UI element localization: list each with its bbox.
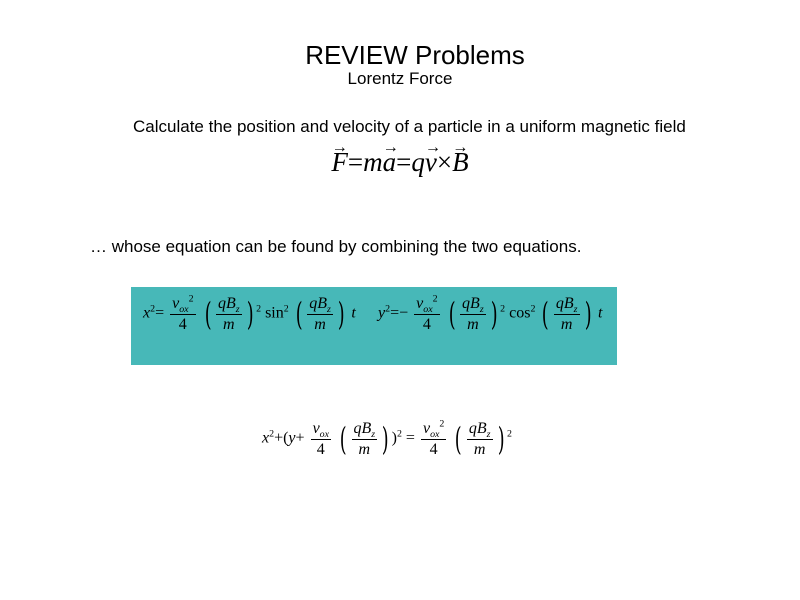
y-position-equation (378, 295, 602, 333)
charge-symbol: q (555, 294, 564, 312)
right-paren: ) (337, 295, 345, 333)
exponent: 2 (500, 303, 506, 315)
right-paren: ) (246, 295, 254, 333)
slide-subtitle: Lorentz Force (347, 69, 453, 88)
equals-sign: = (396, 147, 412, 177)
subscript: z (326, 303, 331, 315)
exponent: 2 (530, 303, 536, 315)
left-paren: ( (448, 295, 456, 333)
cyclotron-fraction (307, 296, 333, 333)
exponent: 2 (256, 303, 262, 315)
velocity-fraction (414, 293, 439, 333)
x-symbol: x (262, 429, 270, 447)
time-symbol: t (598, 304, 603, 322)
cross-product-sign: × (436, 147, 453, 177)
subscript: z (371, 428, 376, 440)
cyclotron-fraction (352, 421, 378, 458)
denominator: 4 (178, 315, 187, 333)
exponent: 2 (396, 428, 402, 440)
subscript: z (479, 303, 484, 315)
mass-symbol: m (314, 315, 326, 333)
charge-symbol: q (218, 294, 226, 312)
slide-title: REVIEW Problems (305, 40, 525, 70)
equals-sign: = (155, 304, 165, 322)
exponent: 2 (283, 303, 289, 315)
left-paren: ( (295, 295, 303, 333)
mass-symbol: m (560, 315, 573, 333)
velocity-symbol: v (312, 419, 320, 437)
equals-sign: = (405, 429, 415, 447)
right-paren: ) (584, 295, 592, 333)
mass-symbol: m (363, 147, 383, 177)
cos-function: cos (509, 304, 531, 322)
velocity-symbol: v (172, 294, 180, 312)
exponent: 2 (150, 303, 156, 315)
followup-text: … whose equation can be found by combining the two equations. (90, 237, 582, 256)
force-vector: → F (331, 147, 348, 178)
right-paren: ) (490, 295, 498, 333)
cyclotron-fraction (460, 296, 486, 333)
minus-sign: − (399, 304, 409, 322)
magnetic-field-vector: → B (452, 147, 469, 178)
field-symbol: B (470, 294, 480, 312)
velocity-symbol: v (416, 294, 424, 312)
exponent: 2 (188, 293, 194, 305)
field-symbol: B (361, 419, 372, 437)
subscript: ox (319, 428, 330, 440)
charge-symbol: q (462, 294, 471, 312)
right-paren: ) (381, 420, 389, 458)
exponent: 2 (269, 428, 275, 440)
subscript: z (235, 303, 240, 315)
velocity-symbol: v (422, 419, 431, 437)
left-paren: ( (455, 420, 463, 458)
field-symbol: B (476, 419, 487, 437)
velocity-fraction (311, 421, 331, 458)
x-position-equation (143, 295, 356, 333)
field-symbol: B (317, 294, 327, 312)
denominator: 4 (429, 440, 438, 458)
field-symbol: B (226, 294, 236, 312)
right-paren: ) (497, 420, 505, 458)
mass-symbol: m (358, 440, 371, 458)
charge-symbol: q (468, 419, 477, 437)
subscript: ox (179, 303, 189, 315)
velocity-fraction (421, 418, 446, 458)
denominator: 4 (422, 315, 431, 333)
right-paren: ) (391, 429, 397, 447)
exponent: 2 (432, 293, 438, 305)
left-paren: ( (542, 295, 550, 333)
cyclotron-fraction (216, 296, 242, 333)
exponent: 2 (506, 428, 512, 440)
left-paren: ( (339, 420, 347, 458)
time-symbol: t (351, 304, 356, 322)
subscript: ox (430, 428, 440, 440)
sin-function: sin (265, 304, 284, 322)
cyclotron-fraction (554, 296, 580, 333)
velocity-fraction (170, 293, 195, 333)
exponent: 2 (439, 418, 445, 430)
exponent: 2 (385, 303, 391, 315)
left-paren: ( (204, 295, 212, 333)
x-symbol: x (143, 304, 151, 322)
charge-symbol: q (309, 294, 318, 312)
y-symbol: y (288, 429, 296, 447)
equals-sign: = (347, 147, 364, 177)
charge-symbol: q (411, 147, 425, 177)
lorentz-force-equation (0, 147, 800, 178)
plus-sign: + (295, 429, 305, 447)
subscript: z (573, 303, 578, 315)
intro-text: Calculate the position and velocity of a particle in a uniform magnetic field (133, 117, 686, 136)
acceleration-vector: → a (383, 147, 397, 178)
charge-symbol: q (353, 419, 362, 437)
mass-symbol: m (467, 315, 479, 333)
combined-circle-equation (262, 420, 512, 458)
plus-sign: + (274, 429, 284, 447)
denominator: 4 (316, 440, 325, 458)
cyclotron-fraction (467, 421, 493, 458)
mass-symbol: m (223, 315, 235, 333)
left-paren: ( (283, 429, 289, 447)
field-symbol: B (563, 294, 574, 312)
y-symbol: y (378, 304, 386, 322)
equals-sign: = (390, 304, 400, 322)
mass-symbol: m (473, 440, 486, 458)
subscript: z (486, 428, 491, 440)
subscript: ox (423, 303, 433, 315)
velocity-vector: → v (425, 147, 437, 178)
